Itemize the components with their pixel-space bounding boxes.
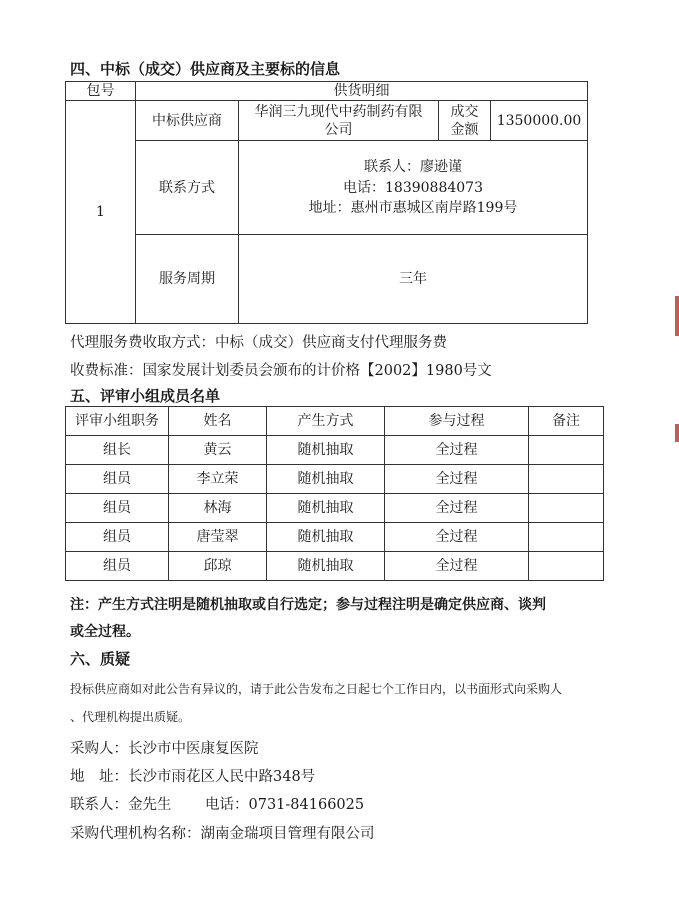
header-package-no: 包号 (66, 82, 136, 101)
header-selection-method: 产生方式 (267, 407, 385, 436)
selection-method: 随机抽取 (267, 436, 385, 465)
remarks (529, 523, 604, 552)
participation: 全过程 (385, 552, 529, 581)
package-number-cell: 1 (66, 101, 136, 324)
red-stamp-edge (675, 296, 679, 336)
purchaser-name: 采购人：长沙市中医康复医院 (70, 741, 259, 757)
participation: 全过程 (385, 494, 529, 523)
agency-name: 采购代理机构名称：湖南金瑞项目管理有限公司 (70, 826, 375, 842)
fee-standard: 收费标准：国家发展计划委员会颁布的计价格【2002】1980号文 (70, 363, 492, 379)
selection-method: 随机抽取 (267, 465, 385, 494)
header-panel-role: 评审小组职务 (66, 407, 169, 436)
member-name: 李立荣 (169, 465, 267, 494)
panel-role: 组长 (66, 436, 169, 465)
panel-role: 组员 (66, 494, 169, 523)
member-name: 林海 (169, 494, 267, 523)
table-row (66, 523, 604, 552)
header-participation: 参与过程 (385, 407, 529, 436)
table-row (66, 552, 604, 581)
remarks (529, 494, 604, 523)
selection-method: 随机抽取 (267, 552, 385, 581)
member-name: 邱琼 (169, 552, 267, 581)
table-row (66, 465, 604, 494)
panel-note-line2: 或全过程。 (70, 624, 140, 640)
objection-para-line2: 、代理机构提出质疑。 (70, 710, 191, 724)
remarks (529, 436, 604, 465)
panel-role: 组员 (66, 465, 169, 494)
section4-heading: 四、中标（成交）供应商及主要标的信息 (70, 60, 341, 78)
amount-value: 1350000.00 (491, 101, 588, 141)
fee-method: 代理服务费收取方式：中标（成交）供应商支付代理服务费 (70, 335, 447, 351)
participation: 全过程 (385, 436, 529, 465)
contact-person: 联系人：廖逊谨 (364, 159, 462, 176)
panel-role: 组员 (66, 552, 169, 581)
contact-label: 联系方式 (136, 141, 239, 235)
red-stamp-edge (675, 424, 679, 442)
contact-phone: 电话：18390884073 (343, 179, 483, 196)
panel-role: 组员 (66, 523, 169, 552)
purchaser-phone: 电话：0731-84166025 (205, 797, 365, 813)
supplier-name: 华润三九现代中药制药有限公司 (239, 101, 439, 141)
selection-method: 随机抽取 (267, 523, 385, 552)
table-row (66, 494, 604, 523)
contact-details (239, 141, 588, 235)
section5-heading: 五、评审小组成员名单 (70, 387, 221, 405)
remarks (529, 552, 604, 581)
purchaser-contact: 联系人：金先生 (70, 797, 172, 813)
table-row (66, 436, 604, 465)
member-name: 黄云 (169, 436, 267, 465)
supplier-label: 中标供应商 (136, 101, 239, 141)
selection-method: 随机抽取 (267, 494, 385, 523)
supplier-info-table (65, 81, 588, 324)
participation: 全过程 (385, 465, 529, 494)
header-name: 姓名 (169, 407, 267, 436)
participation: 全过程 (385, 523, 529, 552)
remarks (529, 465, 604, 494)
header-remarks: 备注 (529, 407, 604, 436)
member-name: 唐莹翠 (169, 523, 267, 552)
service-period-value: 三年 (239, 235, 588, 324)
service-period-label: 服务周期 (136, 235, 239, 324)
header-supply-details: 供货明细 (136, 82, 588, 101)
panel-note-line1: 注：产生方式注明是随机抽取或自行选定；参与过程注明是确定供应商、谈判 (70, 597, 546, 613)
contact-address: 地址：惠州市惠城区南岸路199号 (308, 199, 518, 216)
amount-label: 成交金额 (439, 101, 491, 141)
section6-heading: 六、质疑 (70, 650, 131, 668)
purchaser-address: 地 址：长沙市雨花区人民中路348号 (70, 769, 316, 785)
review-panel-table (65, 406, 604, 581)
objection-para-line1: 投标供应商如对此公告有异议的，请于此公告发布之日起七个工作日内，以书面形式向采购人 (70, 682, 563, 696)
